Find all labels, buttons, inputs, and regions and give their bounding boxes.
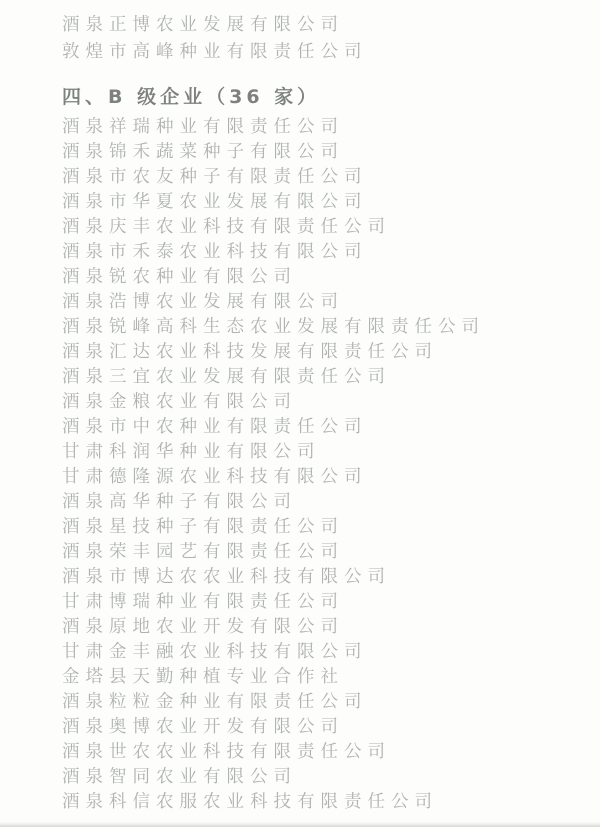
company-line: 酒泉锐农种业有限公司 <box>62 267 297 287</box>
company-line: 酒泉锦禾蔬菜种子有限公司 <box>62 142 344 162</box>
page-bottom-shadow <box>0 822 600 827</box>
company-line: 甘肃德隆源农业科技有限公司 <box>62 467 368 487</box>
company-line: 酒泉市中农种业有限责任公司 <box>62 417 368 437</box>
company-line: 甘肃科润华种业有限公司 <box>62 442 321 462</box>
company-line: 酒泉汇达农业科技发展有限责任公司 <box>62 342 438 362</box>
company-line: 酒泉市博达农农业科技有限公司 <box>62 567 391 587</box>
company-line: 酒泉三宜农业发展有限责任公司 <box>62 367 391 387</box>
company-line: 酒泉庆丰农业科技有限责任公司 <box>62 217 391 237</box>
company-line: 酒泉世农农业科技有限责任公司 <box>62 742 391 762</box>
company-line: 酒泉高华种子有限公司 <box>62 492 297 512</box>
previous-section-tail <box>62 12 580 66</box>
company-line: 金塔县天勤种植专业合作社 <box>62 667 344 687</box>
company-line: 酒泉金粮农业有限公司 <box>62 392 297 412</box>
company-line: 酒泉智同农业有限公司 <box>62 767 297 787</box>
company-line: 敦煌市高峰种业有限责任公司 <box>62 42 368 62</box>
b-level-company-list <box>62 115 580 815</box>
company-line: 酒泉市禾泰农业科技有限公司 <box>62 242 368 262</box>
section-heading: 四、B 级企业（36 家） <box>62 86 321 108</box>
company-line: 酒泉奥博农业开发有限公司 <box>62 717 344 737</box>
company-line: 酒泉锐峰高科生态农业发展有限责任公司 <box>62 317 485 337</box>
company-line: 酒泉荣丰园艺有限责任公司 <box>62 542 344 562</box>
company-line: 酒泉祥瑞种业有限责任公司 <box>62 117 344 137</box>
document-content <box>62 12 580 815</box>
company-line: 酒泉市华夏农业发展有限公司 <box>62 192 368 212</box>
company-line: 甘肃博瑞种业有限责任公司 <box>62 592 344 612</box>
company-line: 酒泉浩博农业发展有限公司 <box>62 292 344 312</box>
company-line: 酒泉市农友种子有限责任公司 <box>62 167 368 187</box>
company-line: 酒泉科信农服农业科技有限责任公司 <box>62 792 438 812</box>
company-line: 酒泉星技种子有限责任公司 <box>62 517 344 537</box>
company-line: 酒泉粒粒金种业有限责任公司 <box>62 692 368 712</box>
company-line: 甘肃金丰融农业科技有限公司 <box>62 642 368 662</box>
company-line: 酒泉正博农业发展有限公司 <box>62 15 344 35</box>
company-line: 酒泉原地农业开发有限公司 <box>62 617 344 637</box>
